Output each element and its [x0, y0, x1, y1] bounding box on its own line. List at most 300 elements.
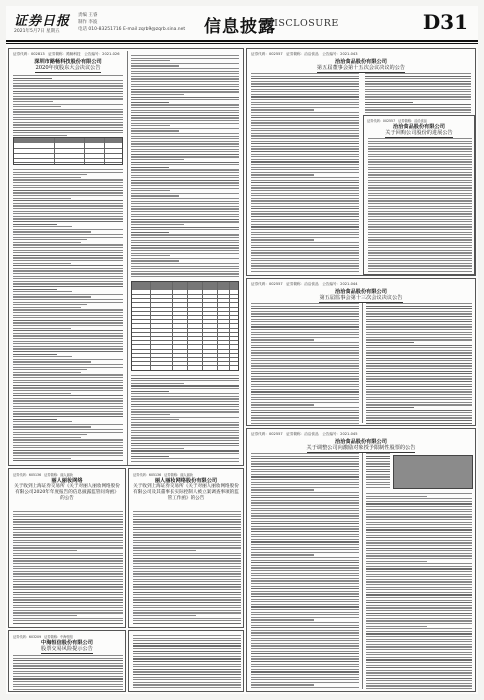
text-line	[251, 677, 359, 678]
notice-company: 中海恒信股份有限公司	[41, 640, 93, 646]
text-line	[131, 461, 239, 462]
text-line	[251, 104, 359, 105]
text-line	[13, 294, 123, 295]
text-line	[251, 221, 359, 222]
notice-company: 洽洽食品股份有限公司	[335, 439, 387, 445]
text-line	[366, 417, 472, 418]
text-line	[133, 589, 241, 590]
text-line	[131, 141, 239, 142]
text-line	[13, 346, 123, 347]
text-line	[368, 164, 472, 165]
text-line	[368, 216, 472, 217]
text-line	[13, 359, 123, 360]
text-line	[133, 584, 241, 585]
text-line	[251, 219, 359, 220]
text-line	[251, 497, 359, 498]
text-line	[131, 63, 239, 64]
text-line	[251, 347, 359, 348]
text-line	[13, 413, 123, 414]
text-line	[131, 266, 239, 267]
text-line	[366, 545, 472, 546]
text-line	[133, 618, 241, 619]
text-line	[13, 393, 71, 394]
text-line	[251, 423, 359, 424]
text-line	[13, 566, 123, 567]
text-line	[13, 135, 67, 136]
text-line	[251, 169, 359, 170]
masthead	[6, 6, 478, 46]
text-line	[251, 360, 359, 361]
text-line	[251, 456, 359, 457]
text-line	[366, 493, 472, 494]
masthead-rule	[6, 40, 478, 42]
text-line	[368, 242, 472, 243]
text-line	[13, 224, 57, 225]
text-line	[251, 560, 359, 561]
text-line	[13, 658, 123, 659]
text-line	[366, 350, 472, 351]
text-line	[366, 347, 472, 348]
text-line	[133, 599, 241, 600]
text-line	[131, 94, 184, 95]
text-line	[133, 623, 241, 624]
text-line	[366, 628, 472, 629]
text-line	[131, 143, 239, 144]
text-line	[251, 591, 359, 592]
text-line	[13, 265, 123, 266]
text-line	[131, 58, 239, 59]
text-line	[366, 469, 390, 470]
text-line	[133, 566, 241, 567]
text-line	[251, 596, 359, 597]
text-line	[251, 200, 359, 201]
text-line	[251, 570, 359, 571]
text-line	[368, 260, 472, 261]
text-line	[366, 463, 390, 464]
text-line	[13, 419, 57, 420]
text-line	[366, 461, 390, 462]
text-line	[13, 403, 123, 404]
text-line	[13, 98, 123, 99]
text-line	[251, 674, 359, 675]
text-line	[13, 291, 72, 292]
text-line	[131, 227, 239, 228]
text-line	[251, 334, 359, 335]
text-line	[133, 610, 241, 611]
masthead-rule-thin	[6, 43, 478, 44]
text-line	[365, 104, 471, 105]
text-line	[366, 579, 472, 580]
text-line	[251, 263, 359, 264]
text-line	[13, 335, 123, 336]
text-line	[366, 384, 472, 385]
notice-header-line: 证券代码：002813 证券简称：路畅科技 公告编号：2021-026	[13, 52, 120, 56]
text-line	[131, 195, 179, 196]
text-line	[13, 408, 123, 409]
text-line	[133, 579, 241, 580]
text-line	[251, 638, 359, 639]
text-line	[366, 373, 472, 374]
text-line	[13, 96, 123, 97]
text-line	[365, 99, 471, 100]
text-line	[251, 229, 359, 230]
text-line	[251, 373, 359, 374]
text-line	[366, 623, 472, 624]
text-line	[131, 417, 239, 418]
text-line	[251, 682, 359, 683]
text-line	[131, 271, 239, 272]
text-line	[251, 578, 359, 579]
text-line	[251, 612, 359, 613]
text-line	[366, 561, 427, 562]
text-line	[131, 383, 184, 384]
text-line	[251, 661, 359, 662]
text-line	[251, 463, 359, 464]
table-row	[132, 302, 238, 303]
text-line	[131, 78, 239, 79]
notice-company: 丽人丽妆网络	[51, 478, 83, 484]
text-line	[366, 675, 472, 676]
text-line	[131, 432, 239, 433]
text-line	[368, 213, 472, 214]
text-line	[251, 500, 359, 501]
newspaper-page	[6, 6, 478, 694]
text-line	[366, 587, 472, 588]
text-line	[366, 522, 472, 523]
text-line	[366, 626, 427, 627]
text-line	[251, 324, 359, 325]
text-line	[133, 687, 241, 688]
text-line	[251, 187, 359, 188]
text-line	[133, 597, 241, 598]
table-row	[132, 323, 238, 324]
text-line	[131, 133, 239, 134]
text-line	[133, 605, 241, 606]
text-line	[13, 605, 123, 606]
text-line	[13, 540, 123, 541]
text-line	[133, 671, 241, 672]
text-line	[368, 148, 472, 149]
text-line	[131, 73, 239, 74]
text-line	[251, 319, 359, 320]
text-line	[133, 674, 241, 675]
text-line	[368, 263, 472, 264]
text-line	[251, 412, 359, 413]
text-line	[131, 60, 170, 61]
date-line: 2021年5月7日 星期五	[14, 29, 60, 34]
text-line	[366, 506, 472, 507]
text-line	[13, 211, 123, 212]
text-line	[133, 532, 241, 533]
text-line	[13, 676, 123, 677]
text-line	[251, 679, 359, 680]
text-line	[131, 154, 239, 155]
text-line	[251, 247, 359, 248]
text-line	[13, 333, 123, 334]
text-line	[366, 501, 472, 502]
notice-title: 关于调整公司向激励对象授予限制性股票的公告	[306, 445, 416, 451]
text-line	[13, 400, 123, 401]
text-line	[131, 190, 170, 191]
text-line	[366, 321, 472, 322]
text-line	[13, 101, 53, 102]
text-line	[251, 614, 359, 615]
text-line	[131, 458, 239, 459]
text-line	[13, 655, 123, 656]
text-line	[366, 368, 472, 369]
text-line	[131, 406, 239, 407]
notice-liren-work-letter: 证券代码：605136 证券简称：丽人丽妆 丽人丽妆网络股份有限公司 关于收到上海证券交易所《关于对丽人丽妆网络股份有限公司及其董事长实际控制人被立案调查事项的监管工作函》的公告	[128, 468, 244, 628]
text-line	[13, 460, 123, 461]
text-line	[251, 242, 359, 243]
text-line	[13, 85, 123, 86]
text-line	[131, 276, 239, 277]
text-line	[366, 654, 472, 655]
text-line	[251, 159, 359, 160]
text-line	[131, 201, 239, 202]
text-line	[133, 519, 241, 520]
text-line	[366, 631, 472, 632]
grant-table	[393, 455, 473, 489]
text-line	[13, 553, 123, 554]
text-line	[251, 417, 359, 418]
text-line	[133, 651, 241, 652]
text-line	[13, 356, 72, 357]
text-line	[366, 652, 472, 653]
text-line	[368, 206, 472, 207]
text-line	[13, 390, 123, 391]
text-line	[131, 175, 239, 176]
text-line	[251, 619, 314, 620]
text-line	[366, 670, 472, 671]
text-line	[131, 273, 239, 274]
text-line	[366, 397, 472, 398]
text-line	[131, 81, 239, 82]
notice-company: 洽洽食品股份有限公司	[335, 59, 387, 65]
text-line	[368, 143, 472, 144]
text-line	[366, 503, 472, 504]
text-line	[13, 169, 123, 170]
text-line	[251, 505, 359, 506]
text-line	[131, 136, 239, 137]
text-line	[251, 76, 359, 77]
text-line	[251, 146, 359, 147]
text-line	[366, 332, 472, 333]
text-line	[366, 639, 472, 640]
text-line	[251, 260, 359, 261]
text-line	[131, 247, 239, 248]
text-line	[366, 600, 472, 601]
notice-qiaqia-supervisory: 证券代码：002557 证券简称：洽洽食品 公告编号：2021-044 洽洽食品股份有限公司 第五届监事会第十三次会议决议公告	[246, 278, 476, 426]
text-line	[13, 406, 123, 407]
text-line	[368, 226, 472, 227]
text-line	[133, 534, 241, 535]
text-line	[251, 138, 359, 139]
text-line	[251, 531, 359, 532]
section-title-english: DISCLOSURE	[266, 18, 339, 29]
notice-zhonghai: 证券代码：603209 证券简称：中海恒信 中海恒信股份有限公司 股票交易风险提示公告	[8, 630, 126, 692]
text-line	[13, 255, 123, 256]
text-line	[13, 511, 123, 512]
text-line	[251, 164, 359, 165]
text-line	[131, 149, 239, 150]
text-line	[13, 83, 123, 84]
text-line	[368, 182, 472, 183]
text-line	[366, 550, 472, 551]
text-line	[133, 658, 241, 659]
table-row	[132, 370, 238, 371]
text-line	[251, 91, 359, 92]
text-line	[131, 232, 169, 233]
text-line	[251, 389, 359, 390]
text-line	[133, 581, 241, 582]
text-line	[251, 476, 359, 477]
text-line	[251, 237, 359, 238]
text-line	[13, 452, 123, 453]
text-line	[13, 203, 123, 204]
text-line	[251, 345, 359, 346]
text-line	[133, 540, 241, 541]
text-line	[366, 527, 472, 528]
text-line	[13, 343, 123, 344]
text-line	[251, 368, 359, 369]
text-line	[13, 615, 77, 616]
text-line	[251, 174, 314, 175]
text-line	[13, 127, 123, 128]
text-line	[13, 270, 123, 271]
text-line	[251, 143, 359, 144]
text-line	[13, 681, 123, 682]
text-line	[366, 308, 472, 309]
text-line	[13, 234, 123, 235]
text-line	[251, 226, 359, 227]
text-line	[251, 554, 314, 555]
text-line	[13, 195, 123, 196]
text-line	[133, 664, 241, 665]
text-line	[13, 367, 123, 368]
text-line	[368, 167, 472, 168]
text-line	[251, 81, 359, 82]
text-line	[13, 283, 123, 284]
text-line	[131, 424, 239, 425]
text-line	[13, 278, 123, 279]
text-line	[131, 71, 239, 72]
text-line	[133, 545, 241, 546]
text-line	[131, 450, 239, 451]
text-line	[13, 450, 123, 451]
text-line	[251, 313, 359, 314]
text-line	[251, 549, 359, 550]
text-line	[133, 666, 241, 667]
text-line	[13, 328, 71, 329]
text-line	[365, 94, 471, 95]
text-line	[251, 658, 359, 659]
text-line	[13, 276, 123, 277]
text-line	[251, 625, 359, 626]
text-line	[366, 458, 390, 459]
text-line	[251, 601, 359, 602]
text-line	[13, 537, 123, 538]
text-line	[366, 535, 472, 536]
text-line	[131, 193, 239, 194]
text-line	[13, 568, 123, 569]
text-line	[13, 78, 52, 79]
text-line	[251, 195, 359, 196]
text-line	[368, 232, 472, 233]
text-line	[133, 568, 241, 569]
text-line	[131, 208, 239, 209]
text-line	[13, 130, 123, 131]
text-line	[251, 232, 359, 233]
text-line	[133, 573, 241, 574]
text-line	[366, 371, 472, 372]
text-line	[251, 635, 359, 636]
text-line	[366, 613, 472, 614]
text-line	[13, 260, 123, 261]
text-line	[251, 410, 359, 411]
text-line	[251, 89, 359, 90]
text-line	[13, 416, 123, 417]
text-line	[13, 104, 123, 105]
text-line	[13, 689, 123, 690]
table-row	[132, 365, 238, 366]
text-line	[13, 351, 123, 352]
text-line	[13, 618, 123, 619]
text-line	[251, 193, 359, 194]
text-line	[131, 445, 239, 446]
text-line	[13, 208, 123, 209]
text-line	[368, 198, 472, 199]
text-line	[366, 496, 427, 497]
text-line	[368, 190, 472, 191]
text-line	[366, 324, 472, 325]
text-line	[368, 159, 472, 160]
text-line	[13, 247, 123, 248]
text-line	[13, 205, 123, 206]
text-line	[13, 296, 91, 297]
text-line	[133, 615, 196, 616]
text-line	[133, 635, 241, 636]
text-line	[13, 581, 123, 582]
text-line	[13, 239, 87, 240]
text-line	[251, 648, 359, 649]
text-line	[366, 509, 472, 510]
text-line	[366, 537, 472, 538]
text-line	[133, 516, 241, 517]
text-line	[13, 242, 81, 243]
text-line	[251, 125, 359, 126]
text-line	[251, 515, 359, 516]
text-line	[251, 489, 314, 490]
text-line	[251, 133, 359, 134]
text-line	[366, 423, 472, 424]
text-line	[251, 653, 359, 654]
text-line	[366, 476, 390, 477]
text-line	[366, 386, 472, 387]
text-line	[131, 216, 239, 217]
text-line	[133, 563, 241, 564]
results-table	[131, 281, 239, 371]
text-line	[366, 555, 472, 556]
text-line	[251, 453, 359, 454]
text-line	[368, 221, 472, 222]
text-line	[251, 86, 359, 87]
text-line	[251, 518, 359, 519]
text-line	[366, 471, 390, 472]
text-line	[13, 673, 123, 674]
text-line	[251, 378, 359, 379]
text-line	[13, 424, 123, 425]
